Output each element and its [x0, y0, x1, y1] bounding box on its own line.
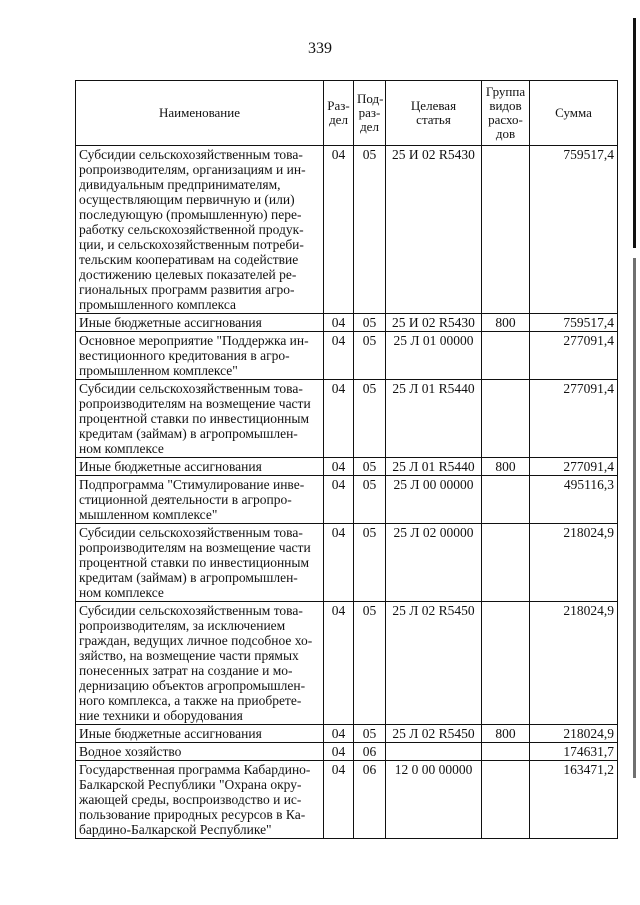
page-number: 339: [308, 40, 332, 57]
cell-target: 25 Л 02 R5450: [386, 602, 482, 725]
table-row: [76, 476, 618, 524]
cell-podrazdel: 05: [354, 314, 386, 332]
cell-sum: 218024,9: [530, 602, 618, 725]
cell-podrazdel: 05: [354, 146, 386, 314]
cell-sum: 495116,3: [530, 476, 618, 524]
cell-name: Государственная программа Кабардино- Балкарской Республики "Охрана окру- жающей среды, воспроизводство и ис- пользование природных ресурсов в Ка- бардино-Балкарской Республике": [76, 761, 324, 839]
cell-sum: 277091,4: [530, 332, 618, 380]
cell-razdel: 04: [324, 761, 354, 839]
cell-group: 800: [482, 725, 530, 743]
cell-name: Иные бюджетные ассигнования: [76, 458, 324, 476]
cell-razdel: 04: [324, 524, 354, 602]
cell-group: [482, 476, 530, 524]
table-row: [76, 146, 618, 314]
cell-podrazdel: 05: [354, 725, 386, 743]
cell-razdel: 04: [324, 380, 354, 458]
cell-podrazdel: 06: [354, 743, 386, 761]
cell-razdel: 04: [324, 602, 354, 725]
table-header-row: [76, 81, 618, 146]
cell-razdel: 04: [324, 743, 354, 761]
table-row: [76, 458, 618, 476]
table-row: [76, 314, 618, 332]
cell-name: Подпрограмма "Стимулирование инве- стиционной деятельности в агропро- мышленном комплексе": [76, 476, 324, 524]
cell-podrazdel: 05: [354, 458, 386, 476]
cell-razdel: 04: [324, 458, 354, 476]
cell-target: 25 Л 01 R5440: [386, 458, 482, 476]
cell-podrazdel: 05: [354, 476, 386, 524]
cell-name: Субсидии сельскохозяйственным това- ропроизводителям, за исключением граждан, ведущих личное подсобное хо- зяйство, на возмещение части прямых понесенных затрат на создание и мо- дернизацию объектов агропромышлен- ного комплекса, а также на приобрете- ние техники и оборудования: [76, 602, 324, 725]
cell-target: [386, 743, 482, 761]
table-row: [76, 332, 618, 380]
cell-razdel: 04: [324, 725, 354, 743]
table-row: [76, 380, 618, 458]
cell-target: 25 Л 00 00000: [386, 476, 482, 524]
cell-name: Основное мероприятие "Поддержка ин- вестиционного кредитования в агро- промышленном комплексе": [76, 332, 324, 380]
cell-group: 800: [482, 458, 530, 476]
table-row: [76, 524, 618, 602]
cell-podrazdel: 05: [354, 602, 386, 725]
cell-podrazdel: 05: [354, 380, 386, 458]
cell-sum: 277091,4: [530, 380, 618, 458]
cell-target: 25 И 02 R5430: [386, 314, 482, 332]
cell-sum: 163471,2: [530, 761, 618, 839]
header-target: Целевая статья: [386, 81, 482, 146]
header-sum: Сумма: [530, 81, 618, 146]
cell-group: [482, 380, 530, 458]
header-name: Наименование: [76, 81, 324, 146]
table-row: [76, 725, 618, 743]
table-row: [76, 743, 618, 761]
header-podrazdel: Под- раз- дел: [354, 81, 386, 146]
table-row: [76, 602, 618, 725]
cell-target: 12 0 00 00000: [386, 761, 482, 839]
cell-name: Субсидии сельскохозяйственным това- ропроизводителям на возмещение части процентной ставки по инвестиционным кредитам (займам) в агропромышлен- ном комплексе: [76, 380, 324, 458]
cell-target: 25 Л 02 R5450: [386, 725, 482, 743]
cell-target: 25 Л 02 00000: [386, 524, 482, 602]
cell-podrazdel: 06: [354, 761, 386, 839]
cell-sum: 218024,9: [530, 524, 618, 602]
cell-podrazdel: 05: [354, 524, 386, 602]
cell-sum: 174631,7: [530, 743, 618, 761]
cell-group: [482, 524, 530, 602]
cell-name: Иные бюджетные ассигнования: [76, 725, 324, 743]
cell-group: [482, 332, 530, 380]
budget-table: [75, 80, 618, 839]
cell-group: [482, 761, 530, 839]
cell-name: Субсидии сельскохозяйственным това- ропроизводителям на возмещение части процентной ставки по инвестиционным кредитам (займам) в агропромышлен- ном комплексе: [76, 524, 324, 602]
cell-target: 25 Л 01 00000: [386, 332, 482, 380]
cell-podrazdel: 05: [354, 332, 386, 380]
header-group: Группа видов расхо- дов: [482, 81, 530, 146]
cell-razdel: 04: [324, 332, 354, 380]
cell-sum: 759517,4: [530, 314, 618, 332]
scan-edge-line: [633, 258, 636, 778]
scan-edge-line: [633, 18, 636, 248]
cell-razdel: 04: [324, 146, 354, 314]
cell-group: [482, 743, 530, 761]
header-razdel: Раз- дел: [324, 81, 354, 146]
cell-sum: 218024,9: [530, 725, 618, 743]
cell-razdel: 04: [324, 476, 354, 524]
cell-name: Иные бюджетные ассигнования: [76, 314, 324, 332]
cell-name: Водное хозяйство: [76, 743, 324, 761]
cell-target: 25 Л 01 R5440: [386, 380, 482, 458]
cell-razdel: 04: [324, 314, 354, 332]
cell-sum: 277091,4: [530, 458, 618, 476]
cell-sum: 759517,4: [530, 146, 618, 314]
cell-group: [482, 146, 530, 314]
cell-group: 800: [482, 314, 530, 332]
cell-group: [482, 602, 530, 725]
cell-target: 25 И 02 R5430: [386, 146, 482, 314]
cell-name: Субсидии сельскохозяйственным това- ропроизводителям, организациям и ин- дивидуальным предпринимателям, осуществляющим первичную и (или) последующую (промышленную) пере- работку сельскохозяйственной продук- ции, и сельскохозяйственным потреби- тельским кооперативам на содействие достижению целевых показателей ре- гиональных программ развития агро- промышленного комплекса: [76, 146, 324, 314]
table-row: [76, 761, 618, 839]
